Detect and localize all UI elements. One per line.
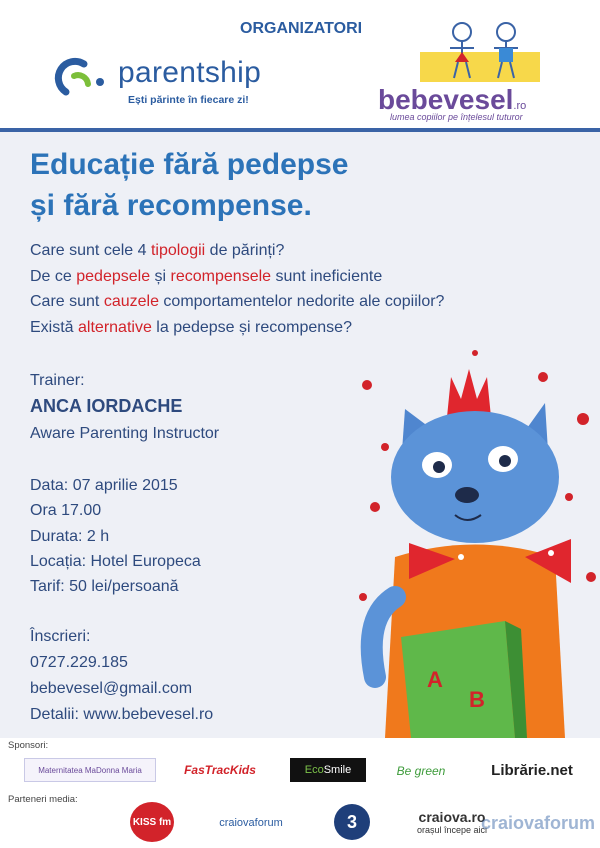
media-kiss[interactable] xyxy=(130,802,174,842)
question-highlight: cauzele xyxy=(103,293,159,310)
question-highlight: tipologii xyxy=(150,242,206,259)
sponsors-row xyxy=(0,748,600,792)
cat-illustration xyxy=(355,347,600,738)
title-line-2: și fără recompense. xyxy=(30,189,312,222)
sponsors-label: Sponsori: xyxy=(8,740,49,751)
svg-text:B: B xyxy=(469,687,485,712)
media-craiovaforum-text: craiovaforum xyxy=(219,817,283,829)
question-2 xyxy=(30,268,382,286)
parentship-name: parentship xyxy=(118,56,262,89)
svg-text:A: A xyxy=(427,667,443,692)
main-panel xyxy=(0,132,600,738)
parentship-mark-icon xyxy=(44,54,114,104)
question-text: Care sunt cele 4 xyxy=(30,242,151,259)
sponsor-fastrackids[interactable] xyxy=(168,756,272,784)
question-text: la pedepse și recompense? xyxy=(151,319,352,336)
registration-website[interactable]: Detalii: www.bebevesel.ro xyxy=(30,706,214,723)
footer xyxy=(0,738,600,848)
event-duration: Durata: 2 h xyxy=(30,528,110,545)
organizers-label: ORGANIZATORI xyxy=(240,20,363,37)
media-partners-label: Parteneri media: xyxy=(8,794,78,805)
question-text: Există xyxy=(30,319,79,336)
parentship-tagline: Ești părinte în fiecare zi! xyxy=(128,94,249,106)
sponsor-begreen[interactable] xyxy=(384,758,458,784)
bebevesel-suffix: .ro xyxy=(513,100,527,112)
title-line-1: Educație fără pedepse xyxy=(30,148,349,181)
event-fee: Tarif: 50 lei/persoană xyxy=(30,578,179,595)
sponsor-ecosmile-eco: Eco xyxy=(304,764,324,776)
event-title xyxy=(30,144,348,226)
question-highlight: alternative xyxy=(78,319,152,336)
question-highlight: pedepsele xyxy=(76,268,151,285)
sponsor-librarie[interactable] xyxy=(474,756,590,784)
media-partners-row xyxy=(0,796,600,846)
sponsor-maternitatea-text: Maternitatea MaDonna Maria xyxy=(38,765,142,775)
media-tv3-text: 3 xyxy=(346,811,357,832)
sponsor-ecosmile-smile: Smile xyxy=(323,764,352,776)
registration-label: Înscrieri: xyxy=(30,628,91,645)
bebevesel-name-text: bebevesel xyxy=(378,84,514,115)
media-tv3[interactable] xyxy=(334,804,370,840)
question-4 xyxy=(30,319,352,337)
parentship-logo xyxy=(44,50,294,114)
bebevesel-logo xyxy=(370,18,570,124)
question-text: de părinți? xyxy=(205,242,285,259)
media-craiova-name: craiova.ro xyxy=(418,809,486,825)
question-highlight: recompensele xyxy=(170,268,272,285)
kids-drawing-icon xyxy=(410,18,560,82)
sponsor-maternitatea[interactable] xyxy=(24,758,156,782)
question-text: De ce xyxy=(30,268,77,285)
question-text: sunt ineficiente xyxy=(271,268,383,285)
question-text: și xyxy=(150,268,171,285)
event-date: Data: 07 aprilie 2015 xyxy=(30,477,178,494)
sponsor-begreen-text: Be green xyxy=(396,764,446,778)
trainer-name: ANCA IORDACHE xyxy=(30,396,183,416)
media-kiss-text: KISS fm xyxy=(132,816,172,828)
watermark-text: craiovaforum xyxy=(480,812,596,833)
sponsor-ecosmile[interactable] xyxy=(290,758,366,782)
media-craiovaforum[interactable] xyxy=(206,810,296,836)
question-3 xyxy=(30,293,444,311)
question-1 xyxy=(30,242,284,260)
question-text: comportamentelor nedorite ale copiilor? xyxy=(158,293,445,310)
question-text: Care sunt xyxy=(30,293,104,310)
event-time: Ora 17.00 xyxy=(30,502,102,519)
trainer-label: Trainer: xyxy=(30,372,85,389)
registration-phone[interactable]: 0727.229.185 xyxy=(30,654,128,671)
bebevesel-tagline: lumea copiilor pe înțelesul tuturor xyxy=(390,112,523,122)
event-location: Locația: Hotel Europeca xyxy=(30,553,201,570)
craiovaforum-watermark xyxy=(480,810,596,836)
registration-email[interactable]: bebevesel@gmail.com xyxy=(30,680,193,697)
sponsor-librarie-text: Librărie.net xyxy=(491,761,573,779)
media-craiova-tagline: orașul începe aici xyxy=(416,825,488,835)
header xyxy=(0,0,600,128)
trainer-title: Aware Parenting Instructor xyxy=(30,425,220,442)
sponsor-fastrackids-text: FasTracKids xyxy=(184,763,256,777)
